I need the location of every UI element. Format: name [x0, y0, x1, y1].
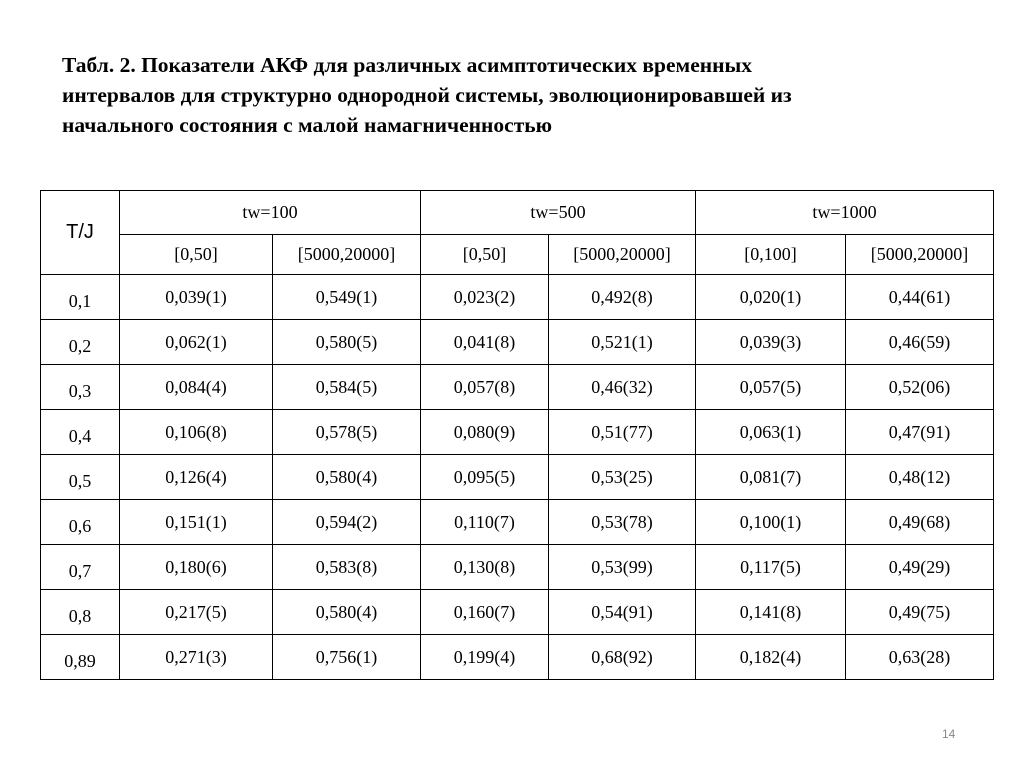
table-cell: 0,080(9): [421, 410, 549, 455]
table-cell: 0,023(2): [421, 275, 549, 320]
table-cell: 0,521(1): [549, 320, 696, 365]
table-cell: 0,160(7): [421, 590, 549, 635]
row-label: 0,8: [41, 590, 120, 635]
table-cell: 0,084(4): [120, 365, 273, 410]
table-cell: 0,081(7): [696, 455, 846, 500]
table-row: [41, 500, 994, 545]
table-cell: 0,756(1): [273, 635, 421, 680]
table-cell: 0,54(91): [549, 590, 696, 635]
table-cell: 0,580(4): [273, 590, 421, 635]
table-row: [41, 275, 994, 320]
table-cell: 0,271(3): [120, 635, 273, 680]
table-cell: 0,51(77): [549, 410, 696, 455]
table-cell: 0,63(28): [846, 635, 994, 680]
table-row: [41, 410, 994, 455]
table-cell: 0,49(29): [846, 545, 994, 590]
table-cell: 0,583(8): [273, 545, 421, 590]
table-cell: 0,063(1): [696, 410, 846, 455]
table-row: [41, 365, 994, 410]
table-cell: 0,46(32): [549, 365, 696, 410]
table-cell: 0,580(4): [273, 455, 421, 500]
caption-line-1: Табл. 2. Показатели АКФ для различных асимптотических временных: [62, 53, 753, 77]
row-label: 0,5: [41, 455, 120, 500]
table-cell: 0,126(4): [120, 455, 273, 500]
table-cell: 0,68(92): [549, 635, 696, 680]
row-label: 0,89: [41, 635, 120, 680]
table-row: [41, 545, 994, 590]
group-header: tw=100: [120, 191, 421, 235]
table-cell: 0,47(91): [846, 410, 994, 455]
table-cell: 0,151(1): [120, 500, 273, 545]
interval-header: [0,100]: [696, 235, 846, 275]
table-cell: 0,141(8): [696, 590, 846, 635]
row-label: 0,3: [41, 365, 120, 410]
table-cell: 0,53(25): [549, 455, 696, 500]
table-cell: 0,492(8): [549, 275, 696, 320]
corner-header: T/J: [41, 191, 120, 275]
table-cell: 0,130(8): [421, 545, 549, 590]
row-label: 0,6: [41, 500, 120, 545]
table-cell: 0,53(99): [549, 545, 696, 590]
table-row: [41, 590, 994, 635]
interval-header: [5000,20000]: [549, 235, 696, 275]
table-cell: 0,057(5): [696, 365, 846, 410]
table-caption: [62, 50, 962, 140]
table-cell: 0,039(3): [696, 320, 846, 365]
table-cell: 0,580(5): [273, 320, 421, 365]
table-cell: 0,49(75): [846, 590, 994, 635]
table-cell: 0,46(59): [846, 320, 994, 365]
table-cell: 0,578(5): [273, 410, 421, 455]
row-label: 0,4: [41, 410, 120, 455]
table-cell: 0,100(1): [696, 500, 846, 545]
header-row-intervals: [41, 235, 994, 275]
table-cell: 0,584(5): [273, 365, 421, 410]
table-cell: 0,020(1): [696, 275, 846, 320]
caption-line-2: интервалов для структурно однородной системы, эволюционировавшей из: [62, 83, 792, 107]
table-cell: 0,48(12): [846, 455, 994, 500]
table-row: [41, 320, 994, 365]
acf-table: [40, 190, 994, 680]
table-cell: 0,217(5): [120, 590, 273, 635]
group-header: tw=500: [421, 191, 696, 235]
table-cell: 0,039(1): [120, 275, 273, 320]
table-cell: 0,49(68): [846, 500, 994, 545]
interval-header: [5000,20000]: [273, 235, 421, 275]
table-cell: 0,199(4): [421, 635, 549, 680]
table-cell: 0,110(7): [421, 500, 549, 545]
table-cell: 0,106(8): [120, 410, 273, 455]
table-cell: 0,182(4): [696, 635, 846, 680]
table-cell: 0,549(1): [273, 275, 421, 320]
interval-header: [5000,20000]: [846, 235, 994, 275]
group-header: tw=1000: [696, 191, 994, 235]
row-label: 0,1: [41, 275, 120, 320]
table-cell: 0,44(61): [846, 275, 994, 320]
row-label: 0,2: [41, 320, 120, 365]
table-cell: 0,062(1): [120, 320, 273, 365]
table-cell: 0,095(5): [421, 455, 549, 500]
table-cell: 0,057(8): [421, 365, 549, 410]
table-cell: 0,041(8): [421, 320, 549, 365]
table-cell: 0,52(06): [846, 365, 994, 410]
row-label: 0,7: [41, 545, 120, 590]
table-cell: 0,53(78): [549, 500, 696, 545]
interval-header: [0,50]: [120, 235, 273, 275]
interval-header: [0,50]: [421, 235, 549, 275]
page-number: 14: [942, 727, 956, 741]
table-row: [41, 455, 994, 500]
table-row: [41, 635, 994, 680]
table-cell: 0,594(2): [273, 500, 421, 545]
table-cell: 0,180(6): [120, 545, 273, 590]
table-cell: 0,117(5): [696, 545, 846, 590]
caption-line-3: начального состояния с малой намагниченностью: [62, 113, 553, 137]
header-row-groups: [41, 191, 994, 235]
